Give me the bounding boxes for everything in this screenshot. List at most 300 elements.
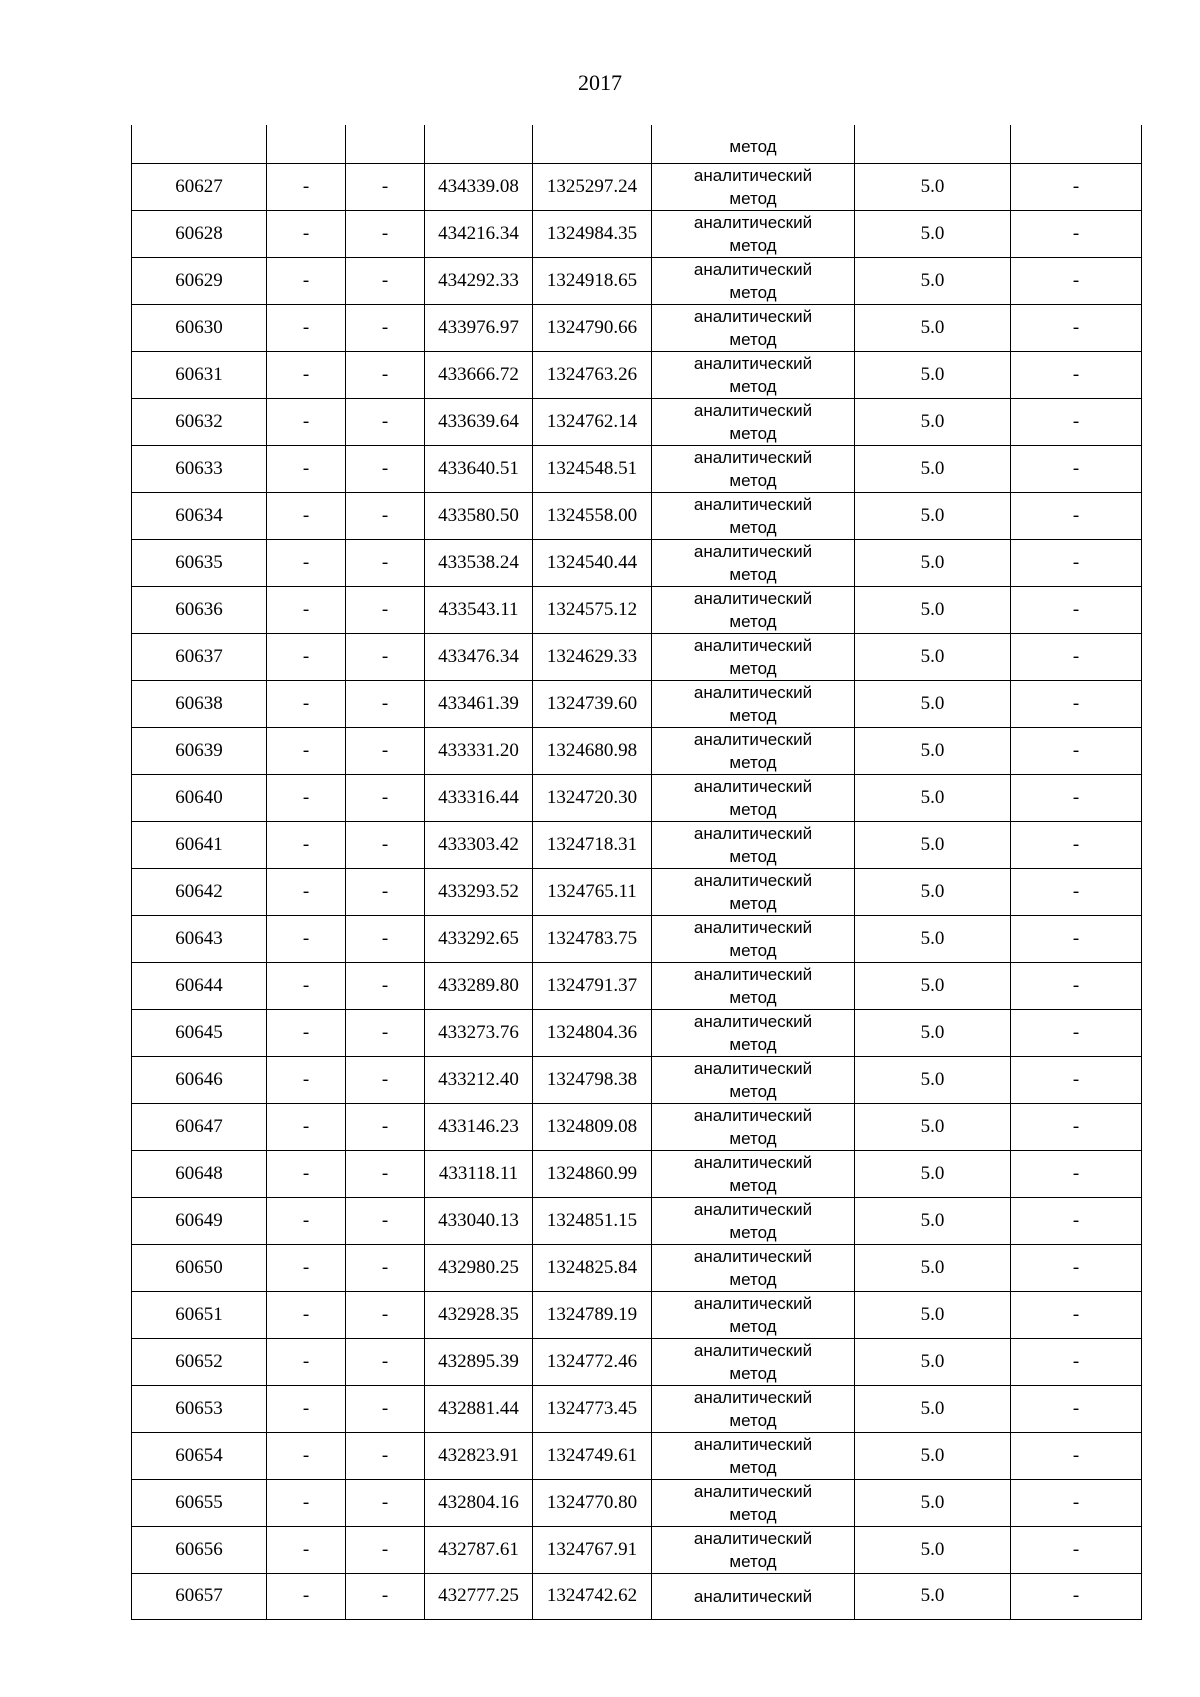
x-coordinate-cell: 433146.23 <box>425 1103 533 1150</box>
coordinates-table <box>131 125 1142 1620</box>
method-text-line2: метод <box>729 611 777 631</box>
point-id-cell: 60629 <box>132 257 267 304</box>
method-cell <box>652 633 855 680</box>
method-text: метод <box>729 136 777 156</box>
accuracy-cell: 5.0 <box>855 1009 1011 1056</box>
table-row <box>132 868 1142 915</box>
y-coordinate-cell: 1324789.19 <box>533 1291 652 1338</box>
empty-value-cell: - <box>267 1291 346 1338</box>
table-row <box>132 1338 1142 1385</box>
point-id-cell: 60654 <box>132 1432 267 1479</box>
empty-value-cell: - <box>1011 727 1142 774</box>
table-row <box>132 1479 1142 1526</box>
method-text-line1: аналитический <box>693 1340 813 1360</box>
empty-value-cell: - <box>1011 1385 1142 1432</box>
empty-value-cell: - <box>1011 492 1142 539</box>
table-row <box>132 633 1142 680</box>
y-coordinate-cell: 1324548.51 <box>533 445 652 492</box>
accuracy-cell: 5.0 <box>855 774 1011 821</box>
accuracy-cell: 5.0 <box>855 257 1011 304</box>
empty-value-cell: - <box>267 915 346 962</box>
empty-value-cell: - <box>1011 1244 1142 1291</box>
accuracy-cell: 5.0 <box>855 1338 1011 1385</box>
empty-value-cell: - <box>1011 1150 1142 1197</box>
empty-value-cell: - <box>1011 774 1142 821</box>
method-cell <box>652 821 855 868</box>
method-text-line1: аналитический <box>693 870 813 890</box>
accuracy-cell: 5.0 <box>855 398 1011 445</box>
empty-value-cell: - <box>267 492 346 539</box>
method-text-line1: аналитический <box>693 1058 813 1078</box>
x-coordinate-cell: 432777.25 <box>425 1573 533 1620</box>
y-coordinate-cell: 1324762.14 <box>533 398 652 445</box>
method-text-line2: метод <box>729 987 777 1007</box>
x-coordinate-cell: 433331.20 <box>425 727 533 774</box>
method-text-line1: аналитический <box>693 1011 813 1031</box>
method-cell <box>652 586 855 633</box>
empty-value-cell: - <box>346 445 425 492</box>
method-text-line2: метод <box>729 1504 777 1524</box>
method-text-line2: метод <box>729 282 777 302</box>
x-coordinate-cell: 433461.39 <box>425 680 533 727</box>
point-id-cell: 60640 <box>132 774 267 821</box>
empty-value-cell: - <box>346 539 425 586</box>
accuracy-cell: 5.0 <box>855 633 1011 680</box>
method-cell <box>652 774 855 821</box>
table-row <box>132 492 1142 539</box>
method-text-line1: аналитический <box>693 1387 813 1407</box>
accuracy-cell: 5.0 <box>855 1573 1011 1620</box>
table-row <box>132 445 1142 492</box>
point-id-cell: 60632 <box>132 398 267 445</box>
empty-value-cell: - <box>267 774 346 821</box>
empty-value-cell: - <box>267 210 346 257</box>
point-id-cell: 60648 <box>132 1150 267 1197</box>
table-row <box>132 1573 1142 1620</box>
method-text-line2: метод <box>729 799 777 819</box>
table-row <box>132 1432 1142 1479</box>
y-coordinate-cell: 1324765.11 <box>533 868 652 915</box>
table-row <box>132 962 1142 1009</box>
empty-value-cell: - <box>267 727 346 774</box>
method-text-line1: аналитический <box>693 165 813 185</box>
point-id-cell: 60636 <box>132 586 267 633</box>
y-coordinate-cell: 1324809.08 <box>533 1103 652 1150</box>
point-id-cell: 60627 <box>132 163 267 210</box>
accuracy-cell: 5.0 <box>855 962 1011 1009</box>
x-coordinate-cell: 432881.44 <box>425 1385 533 1432</box>
method-text-line2: метод <box>729 846 777 866</box>
y-coordinate-cell: 1324860.99 <box>533 1150 652 1197</box>
table-row <box>132 163 1142 210</box>
method-cell <box>652 915 855 962</box>
method-cell <box>652 1197 855 1244</box>
table-row <box>132 398 1142 445</box>
method-text-line2: метод <box>729 517 777 537</box>
x-coordinate-cell: 432804.16 <box>425 1479 533 1526</box>
table-row <box>132 210 1142 257</box>
y-coordinate-cell: 1324680.98 <box>533 727 652 774</box>
table-cell <box>346 125 425 163</box>
method-cell <box>652 210 855 257</box>
x-coordinate-cell: 433212.40 <box>425 1056 533 1103</box>
x-coordinate-cell: 433580.50 <box>425 492 533 539</box>
table-body <box>132 125 1142 1620</box>
method-text-line1: аналитический <box>693 494 813 514</box>
empty-value-cell: - <box>267 1338 346 1385</box>
empty-value-cell: - <box>267 398 346 445</box>
accuracy-cell: 5.0 <box>855 821 1011 868</box>
empty-value-cell: - <box>1011 821 1142 868</box>
x-coordinate-cell: 433303.42 <box>425 821 533 868</box>
method-text-line1: аналитический <box>693 682 813 702</box>
accuracy-cell: 5.0 <box>855 1150 1011 1197</box>
empty-value-cell: - <box>1011 398 1142 445</box>
empty-value-cell: - <box>1011 1291 1142 1338</box>
empty-value-cell: - <box>267 1385 346 1432</box>
point-id-cell: 60651 <box>132 1291 267 1338</box>
x-coordinate-cell: 432928.35 <box>425 1291 533 1338</box>
empty-value-cell: - <box>267 1526 346 1573</box>
empty-value-cell: - <box>346 962 425 1009</box>
table-row <box>132 1009 1142 1056</box>
empty-value-cell: - <box>267 868 346 915</box>
empty-value-cell: - <box>267 1573 346 1620</box>
accuracy-cell: 5.0 <box>855 1432 1011 1479</box>
method-text-line1: аналитический <box>693 823 813 843</box>
point-id-cell: 60647 <box>132 1103 267 1150</box>
method-cell <box>652 492 855 539</box>
table-row <box>132 1526 1142 1573</box>
method-text-line1: аналитический <box>693 1246 813 1266</box>
point-id-cell: 60657 <box>132 1573 267 1620</box>
method-text-line2: метод <box>729 1410 777 1430</box>
point-id-cell: 60653 <box>132 1385 267 1432</box>
empty-value-cell: - <box>267 1009 346 1056</box>
table-cell <box>533 125 652 163</box>
empty-value-cell: - <box>346 351 425 398</box>
method-cell <box>652 1056 855 1103</box>
method-text-line1: аналитический <box>693 917 813 937</box>
x-coordinate-cell: 433639.64 <box>425 398 533 445</box>
empty-value-cell: - <box>346 1526 425 1573</box>
empty-value-cell: - <box>267 1432 346 1479</box>
method-text-line1: аналитический <box>693 1434 813 1454</box>
method-text-line2: метод <box>729 376 777 396</box>
method-text-line1: аналитический <box>693 1152 813 1172</box>
method-text-line1: аналитический <box>693 353 813 373</box>
method-cell <box>652 727 855 774</box>
y-coordinate-cell: 1324804.36 <box>533 1009 652 1056</box>
table-row <box>132 1244 1142 1291</box>
empty-value-cell: - <box>1011 257 1142 304</box>
method-text-line1: аналитический <box>693 306 813 326</box>
table-cell <box>132 125 267 163</box>
method-cell <box>652 1479 855 1526</box>
accuracy-cell: 5.0 <box>855 680 1011 727</box>
method-text-line2: метод <box>729 940 777 960</box>
table-row <box>132 1291 1142 1338</box>
method-text-line1: аналитический <box>693 447 813 467</box>
point-id-cell: 60655 <box>132 1479 267 1526</box>
y-coordinate-cell: 1324918.65 <box>533 257 652 304</box>
empty-value-cell: - <box>346 210 425 257</box>
empty-value-cell: - <box>267 257 346 304</box>
method-text-line1: аналитический <box>693 1481 813 1501</box>
table-row <box>132 1197 1142 1244</box>
y-coordinate-cell: 1324742.62 <box>533 1573 652 1620</box>
empty-value-cell: - <box>346 1385 425 1432</box>
empty-value-cell: - <box>267 163 346 210</box>
method-text-line1: аналитический <box>693 1586 813 1606</box>
table-row <box>132 1385 1142 1432</box>
empty-value-cell: - <box>346 1150 425 1197</box>
method-text-line1: аналитический <box>693 1199 813 1219</box>
y-coordinate-cell: 1324783.75 <box>533 915 652 962</box>
method-text-line1: аналитический <box>693 400 813 420</box>
y-coordinate-cell: 1324984.35 <box>533 210 652 257</box>
method-text-line1: аналитический <box>693 259 813 279</box>
y-coordinate-cell: 1324540.44 <box>533 539 652 586</box>
empty-value-cell: - <box>346 1244 425 1291</box>
empty-value-cell: - <box>346 304 425 351</box>
y-coordinate-cell: 1324575.12 <box>533 586 652 633</box>
method-cell <box>652 868 855 915</box>
table-cell <box>1011 125 1142 163</box>
x-coordinate-cell: 432823.91 <box>425 1432 533 1479</box>
method-text-line2: метод <box>729 1222 777 1242</box>
point-id-cell: 60641 <box>132 821 267 868</box>
accuracy-cell: 5.0 <box>855 868 1011 915</box>
method-cell <box>652 351 855 398</box>
method-cell <box>652 125 855 163</box>
empty-value-cell: - <box>267 304 346 351</box>
point-id-cell: 60645 <box>132 1009 267 1056</box>
method-text-line2: метод <box>729 1457 777 1477</box>
method-cell <box>652 1291 855 1338</box>
method-cell <box>652 1432 855 1479</box>
method-text-line2: метод <box>729 705 777 725</box>
y-coordinate-cell: 1324790.66 <box>533 304 652 351</box>
method-text-line2: метод <box>729 235 777 255</box>
method-cell <box>652 1150 855 1197</box>
method-text-line2: метод <box>729 423 777 443</box>
point-id-cell: 60633 <box>132 445 267 492</box>
table-row <box>132 539 1142 586</box>
y-coordinate-cell: 1325297.24 <box>533 163 652 210</box>
empty-value-cell: - <box>1011 1009 1142 1056</box>
empty-value-cell: - <box>346 915 425 962</box>
empty-value-cell: - <box>1011 1103 1142 1150</box>
method-text-line1: аналитический <box>693 1528 813 1548</box>
accuracy-cell: 5.0 <box>855 1103 1011 1150</box>
accuracy-cell: 5.0 <box>855 1526 1011 1573</box>
x-coordinate-cell: 433976.97 <box>425 304 533 351</box>
method-text-line1: аналитический <box>693 541 813 561</box>
point-id-cell: 60638 <box>132 680 267 727</box>
accuracy-cell: 5.0 <box>855 1056 1011 1103</box>
empty-value-cell: - <box>346 1056 425 1103</box>
empty-value-cell: - <box>346 586 425 633</box>
y-coordinate-cell: 1324720.30 <box>533 774 652 821</box>
method-text-line2: метод <box>729 1551 777 1571</box>
y-coordinate-cell: 1324739.60 <box>533 680 652 727</box>
empty-value-cell: - <box>1011 304 1142 351</box>
empty-value-cell: - <box>267 1479 346 1526</box>
method-text-line2: метод <box>729 470 777 490</box>
x-coordinate-cell: 432980.25 <box>425 1244 533 1291</box>
empty-value-cell: - <box>346 1479 425 1526</box>
y-coordinate-cell: 1324772.46 <box>533 1338 652 1385</box>
table-cell <box>425 125 533 163</box>
x-coordinate-cell: 433543.11 <box>425 586 533 633</box>
method-cell <box>652 539 855 586</box>
empty-value-cell: - <box>346 1291 425 1338</box>
method-cell <box>652 445 855 492</box>
y-coordinate-cell: 1324629.33 <box>533 633 652 680</box>
empty-value-cell: - <box>267 633 346 680</box>
point-id-cell: 60656 <box>132 1526 267 1573</box>
point-id-cell: 60628 <box>132 210 267 257</box>
accuracy-cell: 5.0 <box>855 351 1011 398</box>
empty-value-cell: - <box>346 727 425 774</box>
method-text-line2: метод <box>729 1034 777 1054</box>
point-id-cell: 60650 <box>132 1244 267 1291</box>
point-id-cell: 60643 <box>132 915 267 962</box>
method-cell <box>652 1573 855 1620</box>
empty-value-cell: - <box>1011 1432 1142 1479</box>
empty-value-cell: - <box>267 680 346 727</box>
empty-value-cell: - <box>346 1197 425 1244</box>
method-cell <box>652 1338 855 1385</box>
table-cell <box>267 125 346 163</box>
method-text-line1: аналитический <box>693 212 813 232</box>
empty-value-cell: - <box>346 1009 425 1056</box>
empty-value-cell: - <box>1011 163 1142 210</box>
empty-value-cell: - <box>346 680 425 727</box>
x-coordinate-cell: 433040.13 <box>425 1197 533 1244</box>
table-cell <box>855 125 1011 163</box>
method-text-line2: метод <box>729 1081 777 1101</box>
empty-value-cell: - <box>267 445 346 492</box>
point-id-cell: 60635 <box>132 539 267 586</box>
table-row <box>132 680 1142 727</box>
accuracy-cell: 5.0 <box>855 492 1011 539</box>
empty-value-cell: - <box>1011 1338 1142 1385</box>
empty-value-cell: - <box>1011 1526 1142 1573</box>
x-coordinate-cell: 434292.33 <box>425 257 533 304</box>
method-cell <box>652 1244 855 1291</box>
x-coordinate-cell: 433640.51 <box>425 445 533 492</box>
accuracy-cell: 5.0 <box>855 1197 1011 1244</box>
method-text-line2: метод <box>729 1316 777 1336</box>
method-cell <box>652 304 855 351</box>
method-cell <box>652 398 855 445</box>
method-text-line2: метод <box>729 188 777 208</box>
empty-value-cell: - <box>267 351 346 398</box>
point-id-cell: 60642 <box>132 868 267 915</box>
x-coordinate-cell: 432787.61 <box>425 1526 533 1573</box>
empty-value-cell: - <box>1011 915 1142 962</box>
y-coordinate-cell: 1324749.61 <box>533 1432 652 1479</box>
method-text-line1: аналитический <box>693 964 813 984</box>
x-coordinate-cell: 433292.65 <box>425 915 533 962</box>
empty-value-cell: - <box>346 257 425 304</box>
y-coordinate-cell: 1324558.00 <box>533 492 652 539</box>
empty-value-cell: - <box>267 1197 346 1244</box>
accuracy-cell: 5.0 <box>855 539 1011 586</box>
accuracy-cell: 5.0 <box>855 304 1011 351</box>
accuracy-cell: 5.0 <box>855 163 1011 210</box>
empty-value-cell: - <box>1011 445 1142 492</box>
y-coordinate-cell: 1324763.26 <box>533 351 652 398</box>
method-cell <box>652 680 855 727</box>
y-coordinate-cell: 1324825.84 <box>533 1244 652 1291</box>
table-row <box>132 915 1142 962</box>
table-row <box>132 774 1142 821</box>
x-coordinate-cell: 433666.72 <box>425 351 533 398</box>
x-coordinate-cell: 433118.11 <box>425 1150 533 1197</box>
method-cell <box>652 1526 855 1573</box>
empty-value-cell: - <box>1011 210 1142 257</box>
x-coordinate-cell: 434339.08 <box>425 163 533 210</box>
table-row <box>132 257 1142 304</box>
point-id-cell: 60631 <box>132 351 267 398</box>
accuracy-cell: 5.0 <box>855 445 1011 492</box>
y-coordinate-cell: 1324798.38 <box>533 1056 652 1103</box>
method-text-line1: аналитический <box>693 776 813 796</box>
empty-value-cell: - <box>346 821 425 868</box>
empty-value-cell: - <box>1011 1197 1142 1244</box>
point-id-cell: 60639 <box>132 727 267 774</box>
point-id-cell: 60652 <box>132 1338 267 1385</box>
table-row-continued <box>132 125 1142 163</box>
method-cell <box>652 962 855 1009</box>
y-coordinate-cell: 1324718.31 <box>533 821 652 868</box>
empty-value-cell: - <box>346 492 425 539</box>
table-row <box>132 1103 1142 1150</box>
point-id-cell: 60634 <box>132 492 267 539</box>
point-id-cell: 60646 <box>132 1056 267 1103</box>
table-row <box>132 727 1142 774</box>
y-coordinate-cell: 1324770.80 <box>533 1479 652 1526</box>
method-text-line2: метод <box>729 329 777 349</box>
method-cell <box>652 1009 855 1056</box>
x-coordinate-cell: 432895.39 <box>425 1338 533 1385</box>
empty-value-cell: - <box>346 1338 425 1385</box>
table-row <box>132 586 1142 633</box>
method-text-line1: аналитический <box>693 729 813 749</box>
empty-value-cell: - <box>346 633 425 680</box>
accuracy-cell: 5.0 <box>855 586 1011 633</box>
x-coordinate-cell: 434216.34 <box>425 210 533 257</box>
table-row <box>132 1056 1142 1103</box>
empty-value-cell: - <box>267 1244 346 1291</box>
empty-value-cell: - <box>1011 633 1142 680</box>
point-id-cell: 60649 <box>132 1197 267 1244</box>
empty-value-cell: - <box>267 539 346 586</box>
empty-value-cell: - <box>346 163 425 210</box>
table-row <box>132 304 1142 351</box>
empty-value-cell: - <box>1011 351 1142 398</box>
method-cell <box>652 1103 855 1150</box>
empty-value-cell: - <box>1011 1479 1142 1526</box>
x-coordinate-cell: 433293.52 <box>425 868 533 915</box>
method-text-line2: метод <box>729 1175 777 1195</box>
empty-value-cell: - <box>1011 868 1142 915</box>
empty-value-cell: - <box>267 1150 346 1197</box>
x-coordinate-cell: 433538.24 <box>425 539 533 586</box>
